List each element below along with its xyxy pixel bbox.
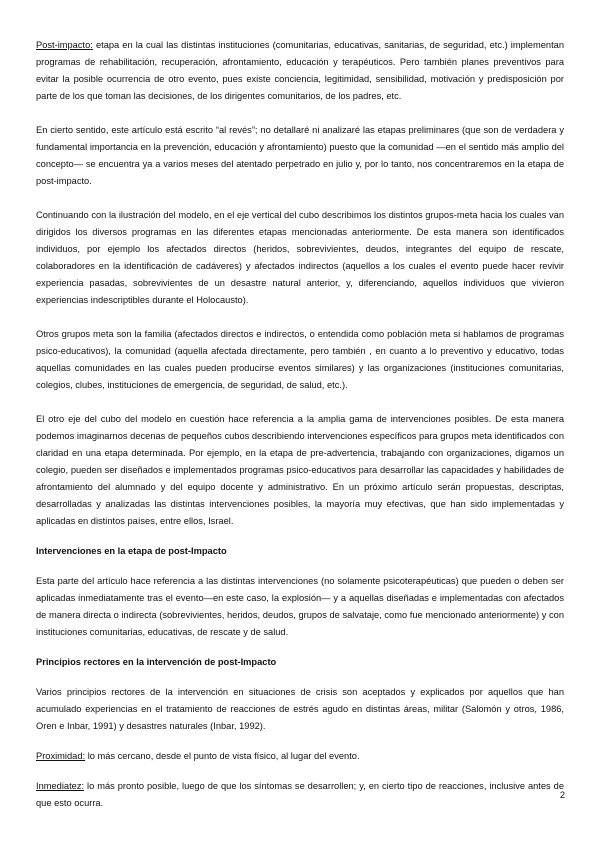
definition-post-impacto: etapa en la cual las distintas instituciones (comunitarias, educativas, sanitarias, de seguridad, etc.) implementan programas de rehabilitación, recuperación, afrontamiento, educación y terapéuticos. Pero también planes preventivos para evitar la posible ocurrencia de otro evento, pues existe conciencia, legitimidad, sensibilidad, motivación y predisposición por parte de los que toman las decisiones, de los dirigentes comunitarios, de los padres, etc.: [36, 40, 564, 101]
section-heading-intervenciones: Intervenciones en la etapa de post-Impacto: [36, 546, 227, 556]
term-inmediatez: Inmediatez: [36, 781, 82, 791]
paragraph-al-reves: En cierto sentido, este artículo está escrito “al revés”; no detallaré ni analizaré las etapas preliminares (que son de verdadera y fundamental importancia en la prevención, educación y afrontamiento) puesto que la comunidad —en el sentido más amplio del concepto— se encuentra ya a varios meses del atentado perpetrado en julio y, por lo tanto, nos concentraremos en la etapa de post-impacto.: [36, 125, 564, 186]
term-post-impacto: Post-impacto: [36, 40, 91, 50]
paragraph-otros-grupos: Otros grupos meta son la familia (afectados directos e indirectos, o entendida como población meta si hablamos de programas psico-educativos), la comunidad (aquella afectada directamente, pero también , en cuanto a lo preventivo y educativo, todas aquellas comunidades en las cuales pueden producirse eventos similares) y las organizaciones (instituciones comunitarias, colegios, clubes, instituciones de emergencia, de seguridad, de salud, etc.).: [36, 329, 564, 390]
paragraph-grupos-meta: Continuando con la ilustración del modelo, en el eje vertical del cubo describimos los distintos grupos-meta hacia los cuales van dirigidos los diversos programas en las diferentes etapas mencionadas anteriormente. De esta manera son identificados individuos, por ejemplo los afectados directos (heridos, sobrevivientes, deudos, integrantes del equipo de rescate, colaboradores en la identificación de cadáveres) y afectados indirectos (aquellos a los cuales el evento puede hacer revivir experiencia pasadas, sobrevivientes de un desastre natural anterior, y, diferenciando, aquellos individuos que vivieron experiencias indescriptibles durante el Holocausto).: [36, 210, 564, 305]
term-proximidad: Proximidad: [36, 751, 83, 761]
definition-inmediatez: lo más pronto posible, luego de que los síntomas se desarrollen; y, en cierto tipo de reacciones, inclusive antes de que esto ocurra.: [36, 781, 564, 808]
paragraph-intervenciones-post-impacto: Esta parte del artículo hace referencia a las distintas intervenciones (no solamente psicoterapéuticas) que pueden o deben ser aplicadas inmediatamente tras el evento—en este caso, la explosión— y a aquellas diseñadas e implementadas con afectados de manera directa o indirecta (sobrevivientes, heridos, deudos, grupos de salvataje, como fue mencionado anteriormente) y con instituciones comunitarias, educativas, de rescate y de salud.: [36, 576, 564, 637]
paragraph-intervenciones-posibles: El otro eje del cubo del modelo en cuestión hace referencia a la amplia gama de intervenciones posibles. De esta manera podemos imaginarnos decenas de pequeños cubos describiendo intervenciones específicos para grupos meta identificados con claridad en una etapa determinada. Por ejemplo, en la etapa de pre-advertencia, trabajando con organizaciones, digamos un colegio, pueden ser diseñados e implementados programas psico-educativos para desarrollar las capacidades y habilidades de afrontamiento del alumnado y del equipo docente y administrativo. En un próximo artículo serán propuestas, descriptas, desarrolladas y analizadas las distintas intervenciones posibles, la mayoría muy efectivas, que han sido implementadas y aplicadas en distintos países, entre ellos, Israel.: [36, 414, 564, 526]
page-number: 2: [559, 790, 565, 800]
paragraph-proximidad: [36, 748, 564, 765]
paragraph-principios-rectores: Varios principios rectores de la intervención en situaciones de crisis son aceptados y explicados por aquellos que han acumulado experiencias en el tratamiento de reacciones de estrés agudo en distintas áreas, militar (Salomón y otros, 1986, Oren e Inbar, 1991) y desastres naturales (Inbar, 1992).: [36, 687, 564, 731]
paragraph-post-impacto: [36, 37, 564, 105]
term-separator: :: [90, 40, 93, 50]
term-separator: :: [82, 751, 86, 761]
term-separator: :: [81, 781, 85, 791]
paragraph-inmediatez: [36, 778, 564, 812]
section-heading-principios: Principios rectores en la intervención de post-Impacto: [36, 657, 277, 667]
definition-proximidad: lo más cercano, desde el punto de vista físico, al lugar del evento.: [85, 751, 360, 761]
